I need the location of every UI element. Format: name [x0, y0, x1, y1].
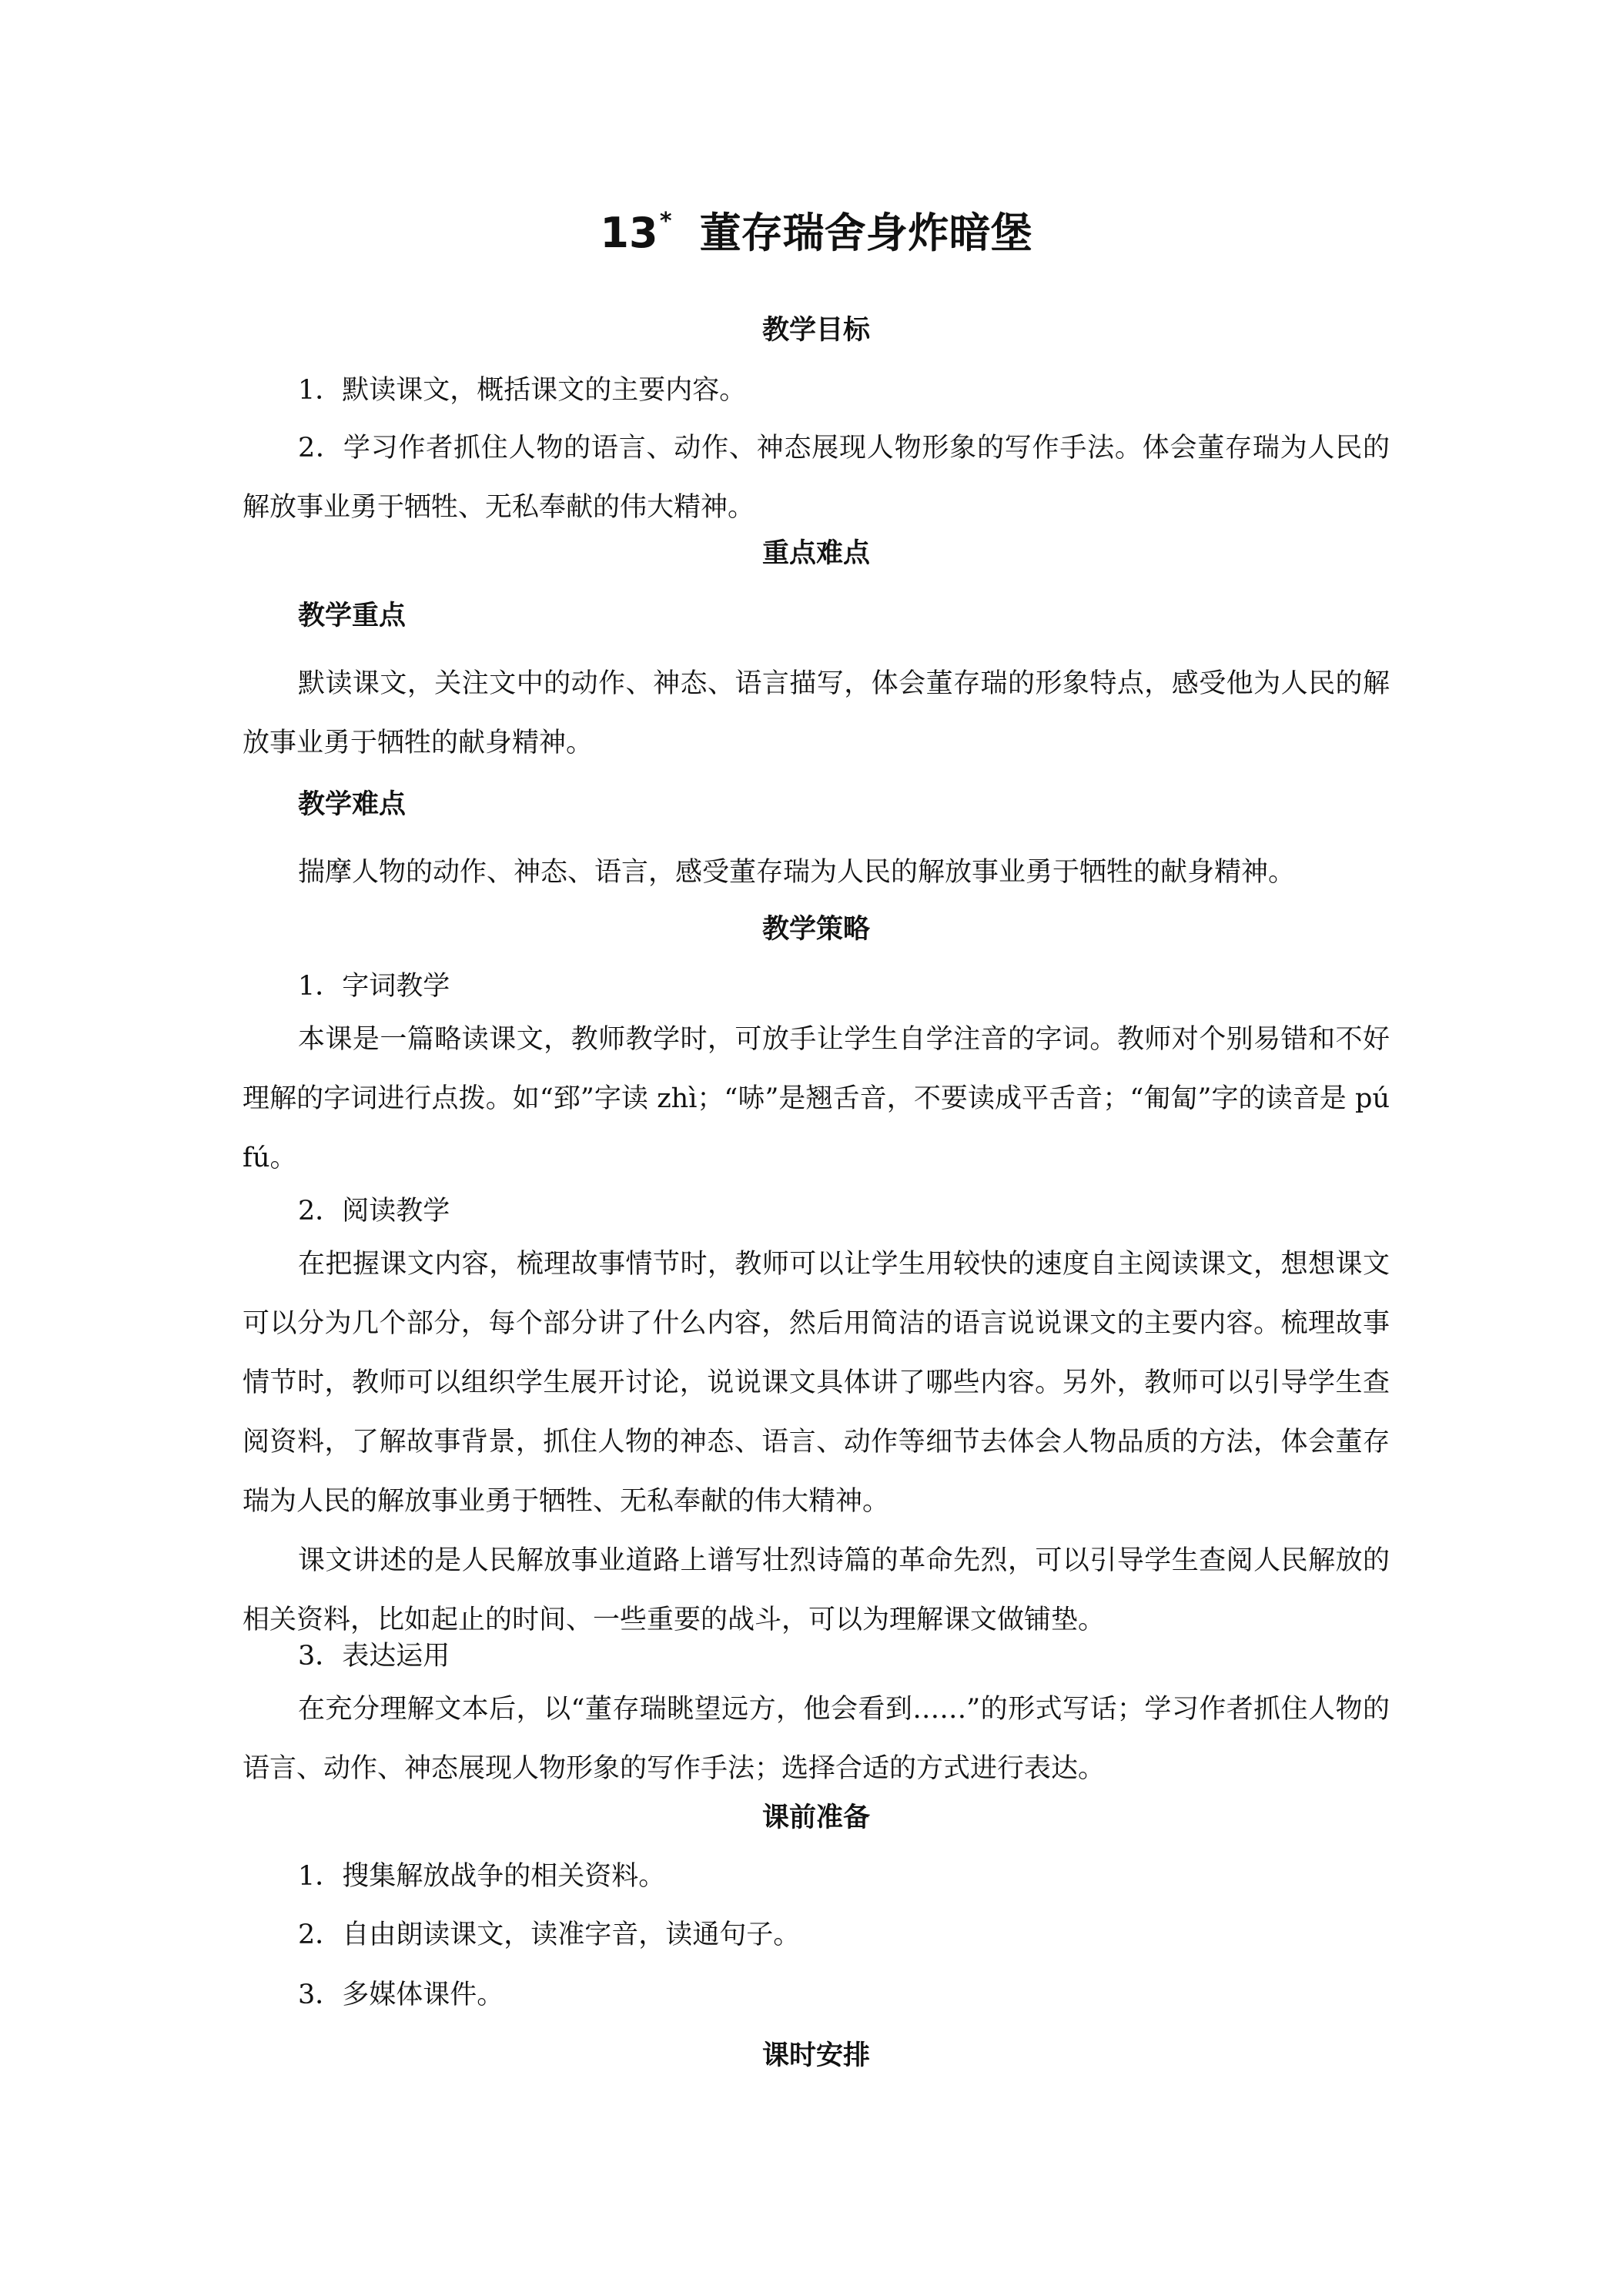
strategy-2-text-2: 课文讲述的是人民解放事业道路上谱写壮烈诗篇的革命先烈，可以引导学生查阅人民解放的相关资料，比如起止的时间、一些重要的战斗，可以为理解课文做铺垫。 [243, 1545, 1390, 1635]
optional-lesson-star: * [659, 208, 672, 235]
prep-item-1: 1．搜集解放战争的相关资料。 [298, 1861, 666, 1892]
goal-item-1: 1．默读课文，概括课文的主要内容。 [298, 375, 747, 406]
lesson-number: 13 * [600, 209, 658, 257]
strategy-1-heading: 1．字词教学 [298, 971, 450, 1002]
strategy-2-heading: 2．阅读教学 [298, 1196, 450, 1227]
prep-item-3: 3．多媒体课件。 [298, 1980, 504, 2010]
section-heading-prep: 课前准备 [761, 1802, 870, 1833]
strategy-3-text: 在充分理解文本后，以“董存瑞眺望远方，他会看到……”的形式写话；学习作者抓住人物的语言、动作、神态展现人物形象的写作手法；选择合适的方式进行表达。 [243, 1694, 1390, 1784]
lesson-title [243, 206, 1390, 260]
goal-item-2: 2．学习作者抓住人物的语言、动作、神态展现人物形象的写作手法。体会董存瑞为人民的解放事业勇于牺牲、无私奉献的伟大精神。 [243, 433, 1390, 523]
subheading-difficult-points: 教学难点 [298, 789, 407, 820]
strategy-2-text-1: 在把握课文内容，梳理故事情节时，教师可以让学生用较快的速度自主阅读课文，想想课文可以分为几个部分，每个部分讲了什么内容，然后用简洁的语言说说课文的主要内容。梳理故事情节时，教师可以组织学生展开讨论，说说课文具体讲了哪些内容。另外，教师可以引导学生查阅资料，了解故事背景，抓住人物的神态、语言、动作等细节去体会人物品质的方法，体会董存瑞为人民的解放事业勇于牺牲、无私奉献的伟大精神。 [243, 1249, 1390, 1517]
key-points-text: 默读课文，关注文中的动作、神态、语言描写，体会董存瑞的形象特点，感受他为人民的解放事业勇于牺牲的献身精神。 [243, 668, 1390, 758]
prep-item-2: 2．自由朗读课文，读准字音，读通句子。 [298, 1919, 801, 1950]
strategy-1-text: 本课是一篇略读课文，教师教学时，可放手让学生自学注音的字词。教师对个别易错和不好理解的字词进行点拨。如“郅”字读 zhì；“哧”是翘舌音，不要读成平舌音；“匍匐”字的读音是 pú fú。 [243, 1024, 1390, 1173]
strategy-3-heading: 3．表达运用 [298, 1641, 450, 1672]
subheading-key-points: 教学重点 [298, 601, 407, 631]
section-heading-strategy: 教学策略 [761, 914, 870, 945]
section-heading-difficulty: 重点难点 [761, 538, 870, 569]
lesson-title-text: 董存瑞舍身炸暗堡 [699, 209, 1032, 257]
difficult-points-text: 揣摩人物的动作、神态、语言，感受董存瑞为人民的解放事业勇于牺牲的献身精神。 [298, 857, 1296, 888]
section-heading-goals: 教学目标 [761, 315, 870, 346]
section-heading-schedule: 课时安排 [761, 2040, 870, 2071]
